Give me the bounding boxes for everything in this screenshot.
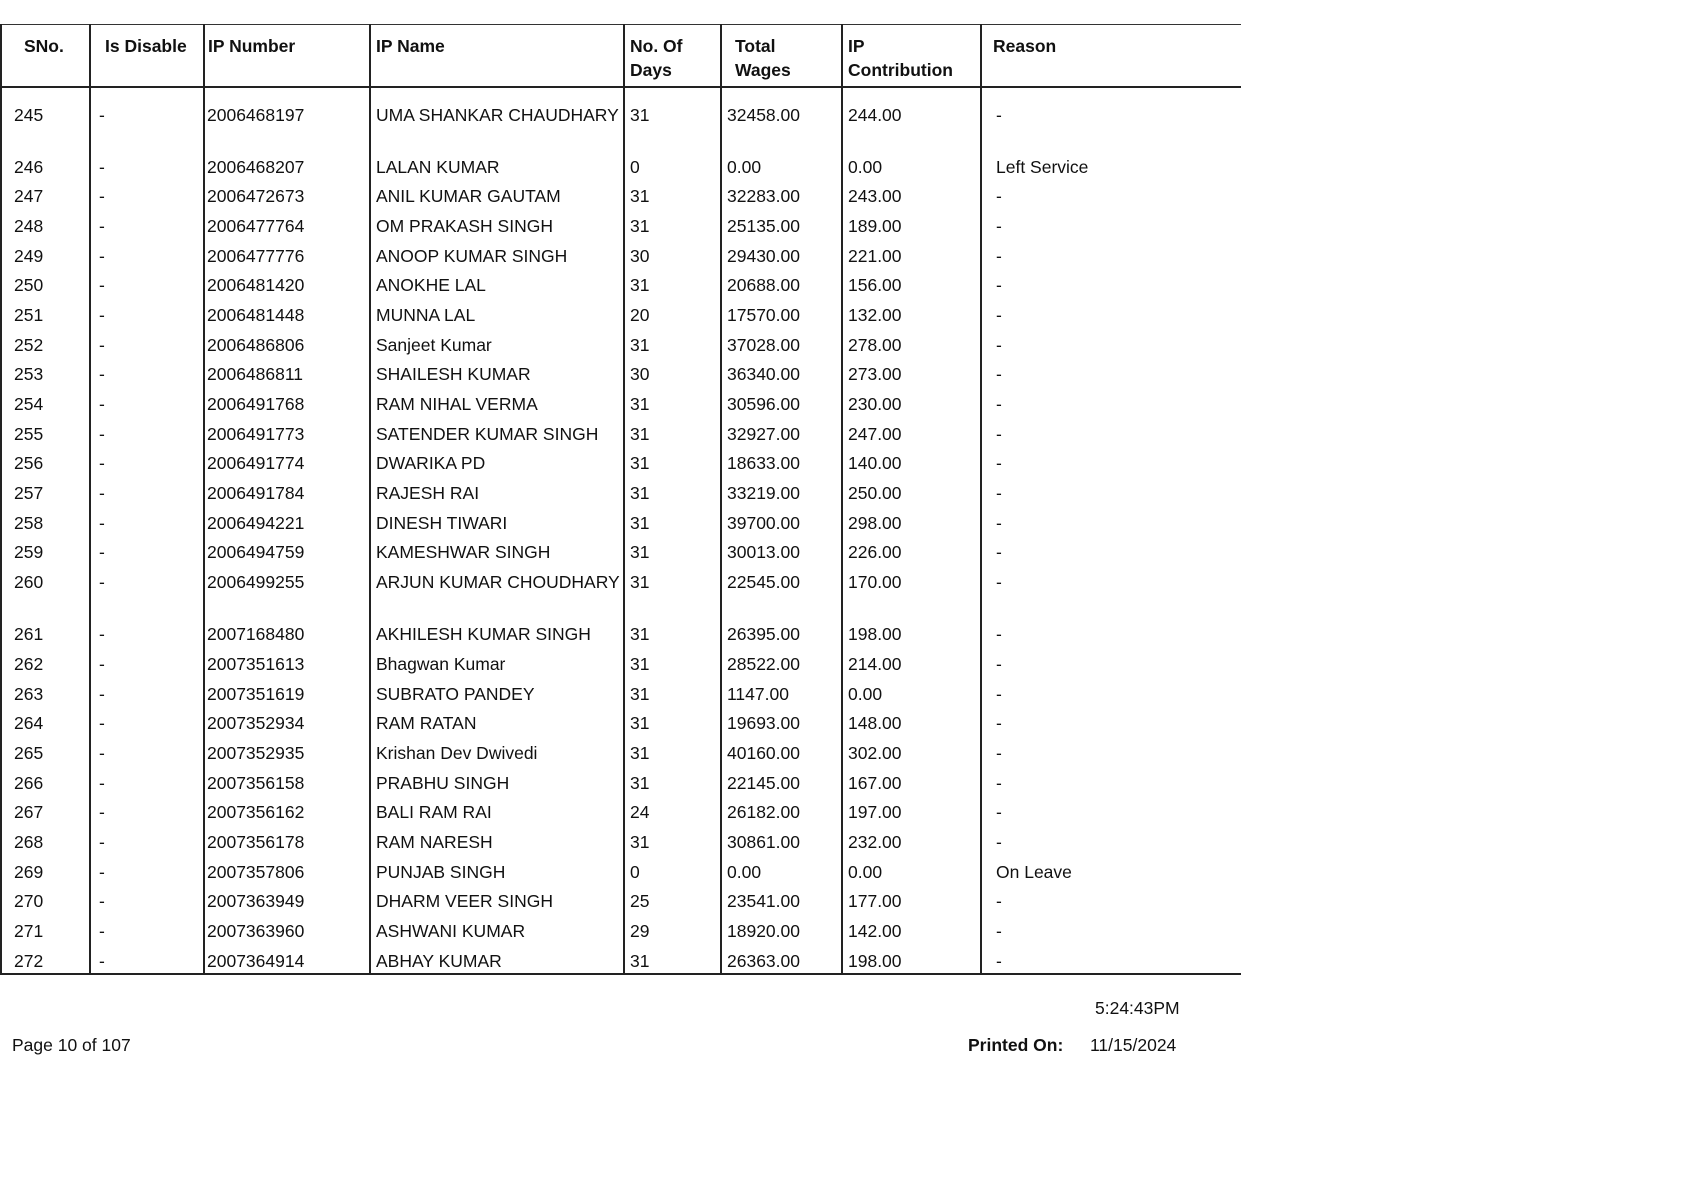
sno-cell: 268	[1, 825, 90, 855]
header-row	[1, 25, 1241, 87]
col-header-reason: Reason	[981, 25, 1241, 87]
ip-contribution-cell: 148.00	[842, 706, 981, 736]
total-wages-cell: 18920.00	[721, 914, 842, 944]
ip-name-cell: RAJESH RAI	[370, 476, 624, 506]
ip-number-cell: 2006486811	[204, 357, 370, 387]
table-row	[1, 446, 1241, 476]
days-cell: 29	[624, 914, 721, 944]
total-wages-cell: 25135.00	[721, 209, 842, 239]
reason-cell: -	[981, 795, 1241, 825]
ip-name-cell: ANOOP KUMAR SINGH	[370, 239, 624, 269]
table-row	[1, 766, 1241, 796]
is-disable-cell: -	[90, 855, 204, 885]
table-row	[1, 239, 1241, 269]
ip-contribution-cell: 0.00	[842, 150, 981, 180]
is-disable-cell: -	[90, 239, 204, 269]
table-row	[1, 855, 1241, 885]
reason-cell: -	[981, 565, 1241, 617]
sno-cell: 262	[1, 647, 90, 677]
page-number: Page 10 of 107	[12, 1035, 131, 1055]
reason-cell: -	[981, 387, 1241, 417]
is-disable-cell: -	[90, 328, 204, 358]
ip-contribution-cell: 226.00	[842, 535, 981, 565]
ip-name-cell: ARJUN KUMAR CHOUDHARY	[370, 565, 624, 617]
total-wages-cell: 22145.00	[721, 766, 842, 796]
sno-cell: 272	[1, 944, 90, 975]
ip-number-cell: 2006472673	[204, 179, 370, 209]
ip-name-cell: MUNNA LAL	[370, 298, 624, 328]
table-row	[1, 535, 1241, 565]
table-row	[1, 179, 1241, 209]
ip-number-cell: 2007351613	[204, 647, 370, 677]
days-cell: 31	[624, 825, 721, 855]
sno-cell: 255	[1, 417, 90, 447]
days-cell: 31	[624, 209, 721, 239]
ip-name-cell: SATENDER KUMAR SINGH	[370, 417, 624, 447]
days-cell: 31	[624, 387, 721, 417]
ip-number-cell: 2006491773	[204, 417, 370, 447]
total-wages-cell: 0.00	[721, 150, 842, 180]
sno-cell: 258	[1, 506, 90, 536]
printed-on-label: Printed On:	[968, 1035, 1064, 1055]
ip-number-cell: 2007351619	[204, 677, 370, 707]
total-wages-cell: 30013.00	[721, 535, 842, 565]
ip-number-cell: 2007363960	[204, 914, 370, 944]
sno-cell: 271	[1, 914, 90, 944]
ip-number-cell: 2006491768	[204, 387, 370, 417]
ip-number-cell: 2007357806	[204, 855, 370, 885]
sno-cell: 252	[1, 328, 90, 358]
ip-contribution-cell: 197.00	[842, 795, 981, 825]
is-disable-cell: -	[90, 417, 204, 447]
reason-cell: -	[981, 476, 1241, 506]
printed-time: 5:24:43PM	[1095, 998, 1180, 1018]
reason-cell: On Leave	[981, 855, 1241, 885]
reason-cell: Left Service	[981, 150, 1241, 180]
is-disable-cell: -	[90, 209, 204, 239]
table-spacer	[1, 87, 1241, 98]
total-wages-cell: 23541.00	[721, 884, 842, 914]
ip-name-cell: RAM NARESH	[370, 825, 624, 855]
sno-cell: 263	[1, 677, 90, 707]
ip-number-cell: 2006491774	[204, 446, 370, 476]
sno-cell: 249	[1, 239, 90, 269]
days-cell: 31	[624, 617, 721, 647]
sno-cell: 260	[1, 565, 90, 617]
col-header-ip-number: IP Number	[204, 25, 370, 87]
ip-number-cell: 2006491784	[204, 476, 370, 506]
ip-name-cell: PRABHU SINGH	[370, 766, 624, 796]
total-wages-cell: 26182.00	[721, 795, 842, 825]
sno-cell: 267	[1, 795, 90, 825]
reason-cell: -	[981, 677, 1241, 707]
sno-cell: 245	[1, 98, 90, 150]
ip-name-cell: SHAILESH KUMAR	[370, 357, 624, 387]
days-cell: 31	[624, 417, 721, 447]
ip-name-cell: DWARIKA PD	[370, 446, 624, 476]
ip-number-cell: 2007352934	[204, 706, 370, 736]
is-disable-cell: -	[90, 766, 204, 796]
is-disable-cell: -	[90, 298, 204, 328]
col-header-ip-contribution: IP Contribution	[842, 25, 981, 87]
reason-cell: -	[981, 736, 1241, 766]
ip-name-cell: ANOKHE LAL	[370, 268, 624, 298]
sno-cell: 269	[1, 855, 90, 885]
ip-contribution-cell: 177.00	[842, 884, 981, 914]
reason-cell: -	[981, 357, 1241, 387]
sno-cell: 251	[1, 298, 90, 328]
total-wages-cell: 39700.00	[721, 506, 842, 536]
days-cell: 31	[624, 706, 721, 736]
reason-cell: -	[981, 98, 1241, 150]
ip-contribution-cell: 273.00	[842, 357, 981, 387]
is-disable-cell: -	[90, 268, 204, 298]
ip-name-cell: KAMESHWAR SINGH	[370, 535, 624, 565]
total-wages-cell: 32283.00	[721, 179, 842, 209]
table-header	[1, 25, 1241, 87]
reason-cell: -	[981, 535, 1241, 565]
is-disable-cell: -	[90, 825, 204, 855]
total-wages-cell: 1147.00	[721, 677, 842, 707]
ip-name-cell: UMA SHANKAR CHAUDHARY	[370, 98, 624, 150]
ip-number-cell: 2007356178	[204, 825, 370, 855]
ip-contribution-cell: 232.00	[842, 825, 981, 855]
days-cell: 31	[624, 766, 721, 796]
reason-cell: -	[981, 268, 1241, 298]
days-cell: 31	[624, 535, 721, 565]
col-header-ip-name: IP Name	[370, 25, 624, 87]
table-row	[1, 209, 1241, 239]
ip-contribution-cell: 0.00	[842, 855, 981, 885]
ip-contribution-cell: 198.00	[842, 944, 981, 975]
ip-number-cell: 2007356162	[204, 795, 370, 825]
contribution-table	[0, 24, 1241, 975]
total-wages-cell: 30596.00	[721, 387, 842, 417]
table-row	[1, 328, 1241, 358]
total-wages-cell: 32458.00	[721, 98, 842, 150]
reason-cell: -	[981, 944, 1241, 975]
total-wages-cell: 33219.00	[721, 476, 842, 506]
table-row	[1, 706, 1241, 736]
total-wages-cell: 40160.00	[721, 736, 842, 766]
reason-cell: -	[981, 239, 1241, 269]
reason-cell: -	[981, 417, 1241, 447]
ip-number-cell: 2006481420	[204, 268, 370, 298]
sno-cell: 246	[1, 150, 90, 180]
days-cell: 31	[624, 268, 721, 298]
table-row	[1, 617, 1241, 647]
days-cell: 25	[624, 884, 721, 914]
is-disable-cell: -	[90, 387, 204, 417]
ip-contribution-cell: 244.00	[842, 98, 981, 150]
ip-contribution-cell: 0.00	[842, 677, 981, 707]
ip-name-cell: DINESH TIWARI	[370, 506, 624, 536]
days-cell: 0	[624, 855, 721, 885]
is-disable-cell: -	[90, 98, 204, 150]
total-wages-cell: 22545.00	[721, 565, 842, 617]
ip-number-cell: 2006477776	[204, 239, 370, 269]
ip-name-cell: BALI RAM RAI	[370, 795, 624, 825]
is-disable-cell: -	[90, 150, 204, 180]
table-row	[1, 736, 1241, 766]
sno-cell: 270	[1, 884, 90, 914]
table-row	[1, 825, 1241, 855]
total-wages-cell: 32927.00	[721, 417, 842, 447]
ip-contribution-cell: 302.00	[842, 736, 981, 766]
ip-number-cell: 2006499255	[204, 565, 370, 617]
reason-cell: -	[981, 617, 1241, 647]
table-row	[1, 884, 1241, 914]
is-disable-cell: -	[90, 706, 204, 736]
ip-number-cell: 2007352935	[204, 736, 370, 766]
col-header-total-wages: Total Wages	[721, 25, 842, 87]
col-header-is-disable: Is Disable	[90, 25, 204, 87]
is-disable-cell: -	[90, 795, 204, 825]
is-disable-cell: -	[90, 357, 204, 387]
table-row	[1, 98, 1241, 150]
sno-cell: 259	[1, 535, 90, 565]
days-cell: 31	[624, 565, 721, 617]
table-row	[1, 914, 1241, 944]
table-body	[1, 87, 1241, 975]
ip-number-cell: 2007356158	[204, 766, 370, 796]
table-row	[1, 150, 1241, 180]
ip-contribution-cell: 230.00	[842, 387, 981, 417]
table-row	[1, 506, 1241, 536]
ip-name-cell: RAM NIHAL VERMA	[370, 387, 624, 417]
ip-contribution-cell: 247.00	[842, 417, 981, 447]
sno-cell: 256	[1, 446, 90, 476]
is-disable-cell: -	[90, 506, 204, 536]
total-wages-cell: 20688.00	[721, 268, 842, 298]
days-cell: 31	[624, 944, 721, 975]
total-wages-cell: 0.00	[721, 855, 842, 885]
table-row	[1, 677, 1241, 707]
reason-cell: -	[981, 825, 1241, 855]
ip-name-cell: PUNJAB SINGH	[370, 855, 624, 885]
ip-number-cell: 2006477764	[204, 209, 370, 239]
is-disable-cell: -	[90, 565, 204, 617]
ip-number-cell: 2006494221	[204, 506, 370, 536]
total-wages-cell: 17570.00	[721, 298, 842, 328]
table-row	[1, 647, 1241, 677]
ip-contribution-cell: 140.00	[842, 446, 981, 476]
sno-cell: 247	[1, 179, 90, 209]
ip-contribution-cell: 170.00	[842, 565, 981, 617]
is-disable-cell: -	[90, 944, 204, 975]
total-wages-cell: 37028.00	[721, 328, 842, 358]
days-cell: 31	[624, 647, 721, 677]
sno-cell: 253	[1, 357, 90, 387]
reason-cell: -	[981, 179, 1241, 209]
ip-name-cell: DHARM VEER SINGH	[370, 884, 624, 914]
table-row	[1, 268, 1241, 298]
reason-cell: -	[981, 328, 1241, 358]
ip-contribution-cell: 189.00	[842, 209, 981, 239]
ip-number-cell: 2006468207	[204, 150, 370, 180]
is-disable-cell: -	[90, 914, 204, 944]
days-cell: 31	[624, 476, 721, 506]
is-disable-cell: -	[90, 535, 204, 565]
ip-contribution-cell: 132.00	[842, 298, 981, 328]
ip-contribution-cell: 142.00	[842, 914, 981, 944]
total-wages-cell: 28522.00	[721, 647, 842, 677]
is-disable-cell: -	[90, 736, 204, 766]
reason-cell: -	[981, 506, 1241, 536]
total-wages-cell: 18633.00	[721, 446, 842, 476]
ip-name-cell: AKHILESH KUMAR SINGH	[370, 617, 624, 647]
is-disable-cell: -	[90, 884, 204, 914]
col-header-days: No. Of Days	[624, 25, 721, 87]
ip-contribution-cell: 250.00	[842, 476, 981, 506]
is-disable-cell: -	[90, 647, 204, 677]
total-wages-cell: 29430.00	[721, 239, 842, 269]
ip-number-cell: 2006486806	[204, 328, 370, 358]
reason-cell: -	[981, 209, 1241, 239]
ip-number-cell: 2007363949	[204, 884, 370, 914]
table-row	[1, 298, 1241, 328]
ip-number-cell: 2006468197	[204, 98, 370, 150]
sno-cell: 250	[1, 268, 90, 298]
reason-cell: -	[981, 706, 1241, 736]
days-cell: 31	[624, 506, 721, 536]
is-disable-cell: -	[90, 617, 204, 647]
ip-number-cell: 2007168480	[204, 617, 370, 647]
sno-cell: 265	[1, 736, 90, 766]
ip-contribution-cell: 278.00	[842, 328, 981, 358]
days-cell: 20	[624, 298, 721, 328]
sno-cell: 261	[1, 617, 90, 647]
sno-cell: 257	[1, 476, 90, 506]
is-disable-cell: -	[90, 179, 204, 209]
ip-name-cell: ABHAY KUMAR	[370, 944, 624, 975]
reason-cell: -	[981, 298, 1241, 328]
sno-cell: 254	[1, 387, 90, 417]
table-row	[1, 476, 1241, 506]
is-disable-cell: -	[90, 476, 204, 506]
reason-cell: -	[981, 884, 1241, 914]
table-row	[1, 417, 1241, 447]
days-cell: 31	[624, 446, 721, 476]
total-wages-cell: 30861.00	[721, 825, 842, 855]
ip-contribution-cell: 214.00	[842, 647, 981, 677]
ip-name-cell: SUBRATO PANDEY	[370, 677, 624, 707]
table-row	[1, 357, 1241, 387]
total-wages-cell: 26395.00	[721, 617, 842, 647]
sno-cell: 266	[1, 766, 90, 796]
days-cell: 31	[624, 98, 721, 150]
ip-contribution-cell: 243.00	[842, 179, 981, 209]
ip-number-cell: 2007364914	[204, 944, 370, 975]
reason-cell: -	[981, 446, 1241, 476]
ip-name-cell: ANIL KUMAR GAUTAM	[370, 179, 624, 209]
total-wages-cell: 26363.00	[721, 944, 842, 975]
ip-name-cell: RAM RATAN	[370, 706, 624, 736]
ip-name-cell: ASHWANI KUMAR	[370, 914, 624, 944]
table-row	[1, 795, 1241, 825]
ip-contribution-cell: 167.00	[842, 766, 981, 796]
days-cell: 30	[624, 239, 721, 269]
total-wages-cell: 19693.00	[721, 706, 842, 736]
is-disable-cell: -	[90, 446, 204, 476]
sno-cell: 248	[1, 209, 90, 239]
days-cell: 31	[624, 677, 721, 707]
days-cell: 31	[624, 179, 721, 209]
sno-cell: 264	[1, 706, 90, 736]
ip-number-cell: 2006494759	[204, 535, 370, 565]
table-row	[1, 944, 1241, 975]
ip-name-cell: Krishan Dev Dwivedi	[370, 736, 624, 766]
col-header-sno: SNo.	[1, 25, 90, 87]
ip-name-cell: Bhagwan Kumar	[370, 647, 624, 677]
days-cell: 0	[624, 150, 721, 180]
table-row	[1, 565, 1241, 617]
ip-contribution-cell: 156.00	[842, 268, 981, 298]
days-cell: 31	[624, 736, 721, 766]
days-cell: 30	[624, 357, 721, 387]
total-wages-cell: 36340.00	[721, 357, 842, 387]
reason-cell: -	[981, 647, 1241, 677]
ip-name-cell: OM PRAKASH SINGH	[370, 209, 624, 239]
reason-cell: -	[981, 766, 1241, 796]
ip-name-cell: LALAN KUMAR	[370, 150, 624, 180]
table-row	[1, 387, 1241, 417]
ip-number-cell: 2006481448	[204, 298, 370, 328]
ip-contribution-cell: 221.00	[842, 239, 981, 269]
ip-contribution-cell: 298.00	[842, 506, 981, 536]
ip-contribution-cell: 198.00	[842, 617, 981, 647]
days-cell: 31	[624, 328, 721, 358]
printed-date: 11/15/2024	[1090, 1035, 1177, 1055]
is-disable-cell: -	[90, 677, 204, 707]
days-cell: 24	[624, 795, 721, 825]
ip-name-cell: Sanjeet Kumar	[370, 328, 624, 358]
contribution-report	[0, 24, 1240, 975]
reason-cell: -	[981, 914, 1241, 944]
